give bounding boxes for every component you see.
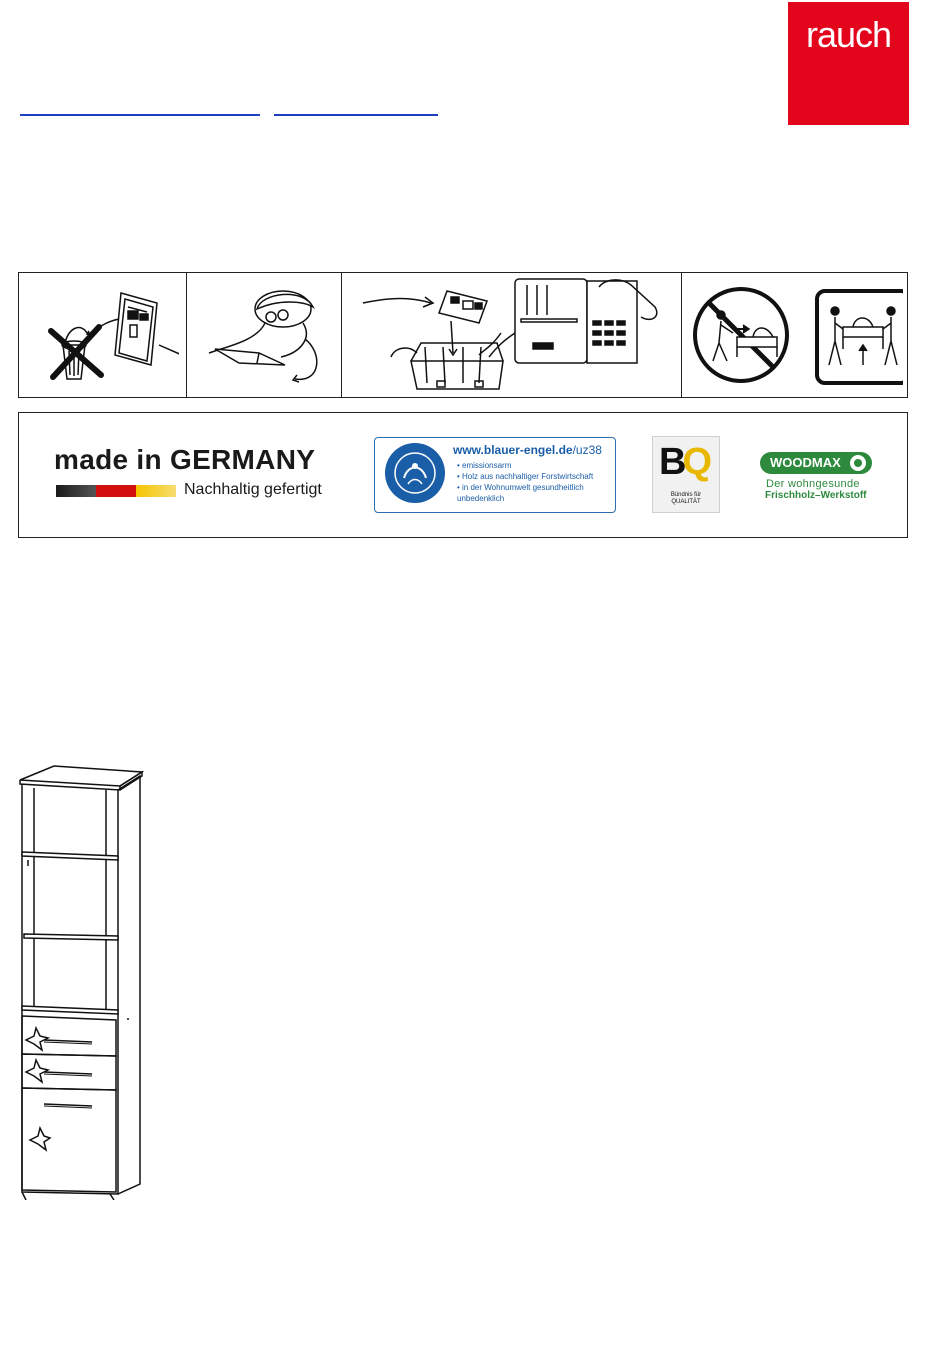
blauer-engel-seal-icon [384, 442, 446, 504]
german-flag-bar [56, 485, 176, 497]
bq-quality-badge [652, 436, 720, 513]
made-in-germany-subtitle: Nachhaltig gefertigt [184, 481, 322, 498]
file-instructions-icon [351, 277, 677, 395]
woodmax-dot-icon [850, 455, 866, 471]
link-underline-1[interactable] [20, 114, 260, 116]
criterion-item: • emissionsarm [457, 460, 597, 471]
rauch-logo [788, 2, 909, 125]
blauer-engel-url[interactable]: www.blauer-engel.de/uz38 [453, 443, 602, 457]
bq-caption: Bündnis für QUALITÄT [670, 492, 702, 505]
criterion-item: • Holz aus nachhaltiger Forstwirtschaft [457, 471, 597, 482]
criterion-item: • in der Wohnumwelt gesundheitlich unbedenklich [457, 482, 597, 504]
bq-letters: BQ [659, 441, 709, 483]
do-not-push-icon [693, 285, 903, 389]
woodmax-tagline-2: Frischholz–Werkstoff [765, 490, 867, 501]
logo-text: rauch [805, 14, 892, 55]
read-instructions-icon [195, 283, 335, 389]
no-trash-recycle-manual-icon [29, 283, 179, 389]
shelf-cabinet-drawing [14, 760, 154, 1200]
woodmax-tagline-1: Der wohngesunde [766, 478, 860, 490]
blauer-engel-criteria [457, 460, 597, 504]
link-underline-2[interactable] [274, 114, 438, 116]
made-in-germany-title: made in GERMANY [54, 444, 316, 475]
woodmax-logo: WOODMAX [760, 452, 872, 474]
instruction-pictogram-panel [18, 272, 908, 398]
